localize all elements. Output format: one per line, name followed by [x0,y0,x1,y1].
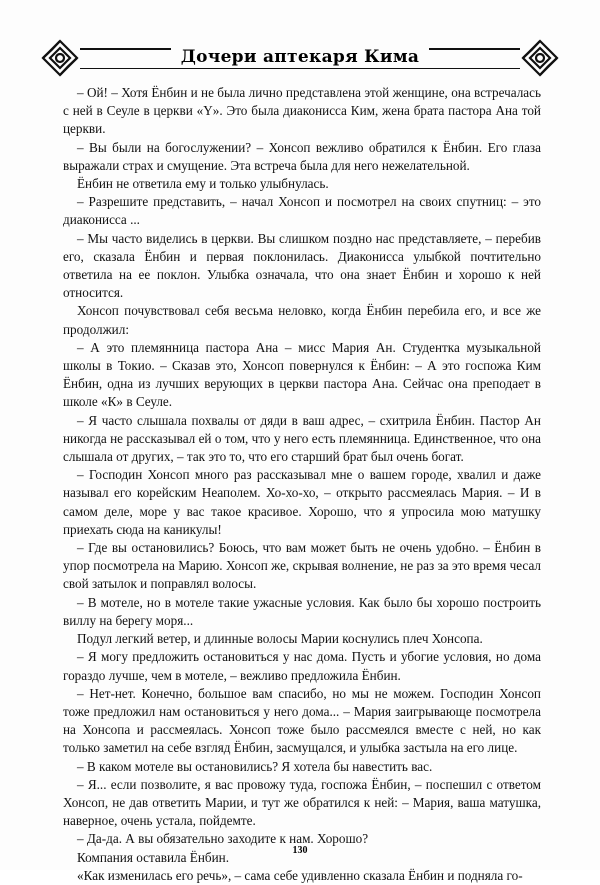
knot-ornament-icon [520,38,560,78]
header-rule-bottom [80,68,520,69]
page-number: 130 [292,845,308,856]
paragraph: – Мы часто виделись в церкви. Вы слишком поздно нас представляете, – перебив его, сказала Ёнбин и первая поклонилась. Диаконисса улыбкой почтительно ответила на ее поклон. Улыбка означала, что она знает Ёнбин и хорошо к ней относится. [63,230,541,301]
running-header [40,38,560,78]
paragraph: – Вы были на богослужении? – Хонсоп вежливо обратился к Ёнбин. Его глаза выражали страх и смущение. Эта встреча была для него нежелательной. [63,139,541,173]
running-title: Дочери аптекаря Кима [171,47,429,67]
body-text [63,84,541,885]
paragraph: – А это племянница пастора Ана – мисс Мария Ан. Студентка музыкальной школы в Токио. – Сказав это, Хонсоп повернулся к Ёнбин: – А это госпожа Ким Ёнбин, одна из лучших верующих в церкви пастора Ана. Сейчас она преподает в школе «К» в Сеуле. [63,339,541,410]
paragraph: – В каком мотеле вы остановились? Я хотела бы навестить вас. [77,758,433,774]
paragraph: – В мотеле, но в мотеле такие ужасные условия. Как было бы хорошо построить виллу на берегу моря... [63,594,541,628]
paragraph: – Да-да. А вы обязательно заходите к нам. Хорошо? [77,831,369,847]
paragraph: – Господин Хонсоп много раз рассказывал мне о вашем городе, хвалил и даже называл его корейским Неаполем. Хо-хо-хо, – открыто рассмеялась Мария. – И в самом деле, море у вас такое красивое. Хорошо, что я упросила мою матушку приехать сюда на каникулы! [63,467,541,537]
paragraph: – Я могу предложить остановиться у нас дома. Пусть и убогие условия, но дома гораздо лучше, чем в мотеле, – вежливо предложила Ёнбин. [63,649,541,683]
paragraph: Компания оставила Ёнбин. [77,849,230,865]
paragraph: – Разрешите представить, – начал Хонсоп и посмотрел на своих спутниц: – это диаконисса ... [63,194,541,228]
paragraph: – Я... если позволите, я вас провожу туда, госпожа Ёнбин, – поспешил с ответом Хонсоп, не дав ответить Марии, и тут же обратился к ней: – Мария, ваша матушка, наверное, очень устала, пойдемте. [63,776,541,829]
paragraph: Хонсоп почувствовал себя весьма неловко, когда Ёнбин перебила его, и все же продолжил: [63,303,541,337]
paragraph: Подул легкий ветер, и длинные волосы Марии коснулись плеч Хонсопа. [77,631,483,647]
paragraph: – Ой! – Хотя Ёнбин и не была лично представлена этой женщине, она встречалась с ней в Сеуле в церкви «Y». Это была диаконисса Ким, жена брата пастора Ана той церкви. [63,85,541,137]
paragraph: – Где вы остановились? Боюсь, что вам может быть не очень удобно. – Ёнбин в упор посмотрела на Марию. Хонсоп же, скрывая волнение, не раз за это время чесал свой затылок и поправлял волосы. [63,540,541,592]
paragraph: – Нет-нет. Конечно, большое вам спасибо, но мы не можем. Господин Хонсоп тоже предложил нам остановиться у него дома... – Мария заигрывающе посмотрела на Хонсопа и рассмеялась. Хонсоп тоже было рассмеялся вместе с ней, но как только заметил на себе взгляд Ёнбин, засмущался, и улыбка застыла на его лице. [63,685,541,756]
paragraph: Ёнбин не ответила ему и только улыбнулась. [77,176,329,192]
paragraph: «Как изменилась его речь», – сама себе удивленно сказала Ёнбин и подняла го- [77,867,523,883]
paragraph: – Я часто слышала похвалы от дяди в ваш адрес, – схитрила Ёнбин. Пастор Ан никогда не рассказывал ей о том, что у него есть племянница. Единственное, что она слышала от других, – так это то, что его старший брат был очень богат. [63,412,541,465]
header-title-wrap [40,47,560,67]
